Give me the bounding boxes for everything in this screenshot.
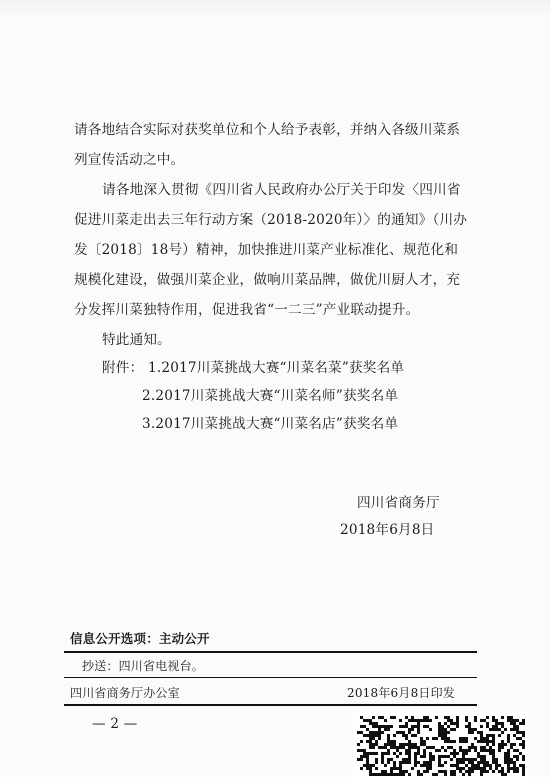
paragraph-2-line-1: 请各地深入贯彻《四川省人民政府办公厅关于印发〈四川省 [102,182,461,198]
closing-line: 特此通知。 [102,332,171,348]
attachment-item-3: 3.2017川菜挑战大赛“川菜名店”获奖名单 [142,416,399,432]
paragraph-1-line-2: 列宣传活动之中。 [74,152,185,168]
barcode-image [353,712,528,777]
footer-rule-bottom [64,704,477,706]
barcode-graphic [353,712,528,777]
paragraph-1-line-1: 请各地结合实际对获奖单位和个人给予表彰，并纳入各级川菜系 [74,122,461,138]
signature-org: 四川省商务厅 [357,495,440,511]
issuer-office: 四川省商务厅办公室 [70,686,180,700]
scan-top-shadow [0,0,550,18]
paragraph-2-line-5: 分发挥川菜独特作用，促进我省“一二三”产业联动提升。 [74,302,420,318]
footer-rule-middle [64,677,477,678]
signature-date: 2018年6月8日 [340,522,435,538]
attachment-item-2: 2.2017川菜挑战大赛“川菜名师”获奖名单 [142,388,399,404]
cc-line: 抄送：四川省电视台。 [82,659,205,673]
page-number: — 2 — [92,716,138,732]
attachment-label: 附件： [102,360,144,376]
paragraph-2-line-3: 发〔2018〕18号）精神，加快推进川菜产业标准化、规范化和 [74,242,459,258]
disclosure-option: 信息公开选项：主动公开 [70,631,210,646]
attachment-item-1: 1.2017川菜挑战大赛“川菜名菜”获奖名单 [148,360,405,376]
footer-rule-top [64,651,477,653]
issue-date: 2018年6月8日印发 [347,686,456,700]
paragraph-2-line-2: 促进川菜走出去三年行动方案（2018-2020年）〉的通知》（川办 [74,212,468,228]
paragraph-2-line-4: 规模化建设，做强川菜企业，做响川菜品牌，做优川厨人才，充 [74,272,461,288]
